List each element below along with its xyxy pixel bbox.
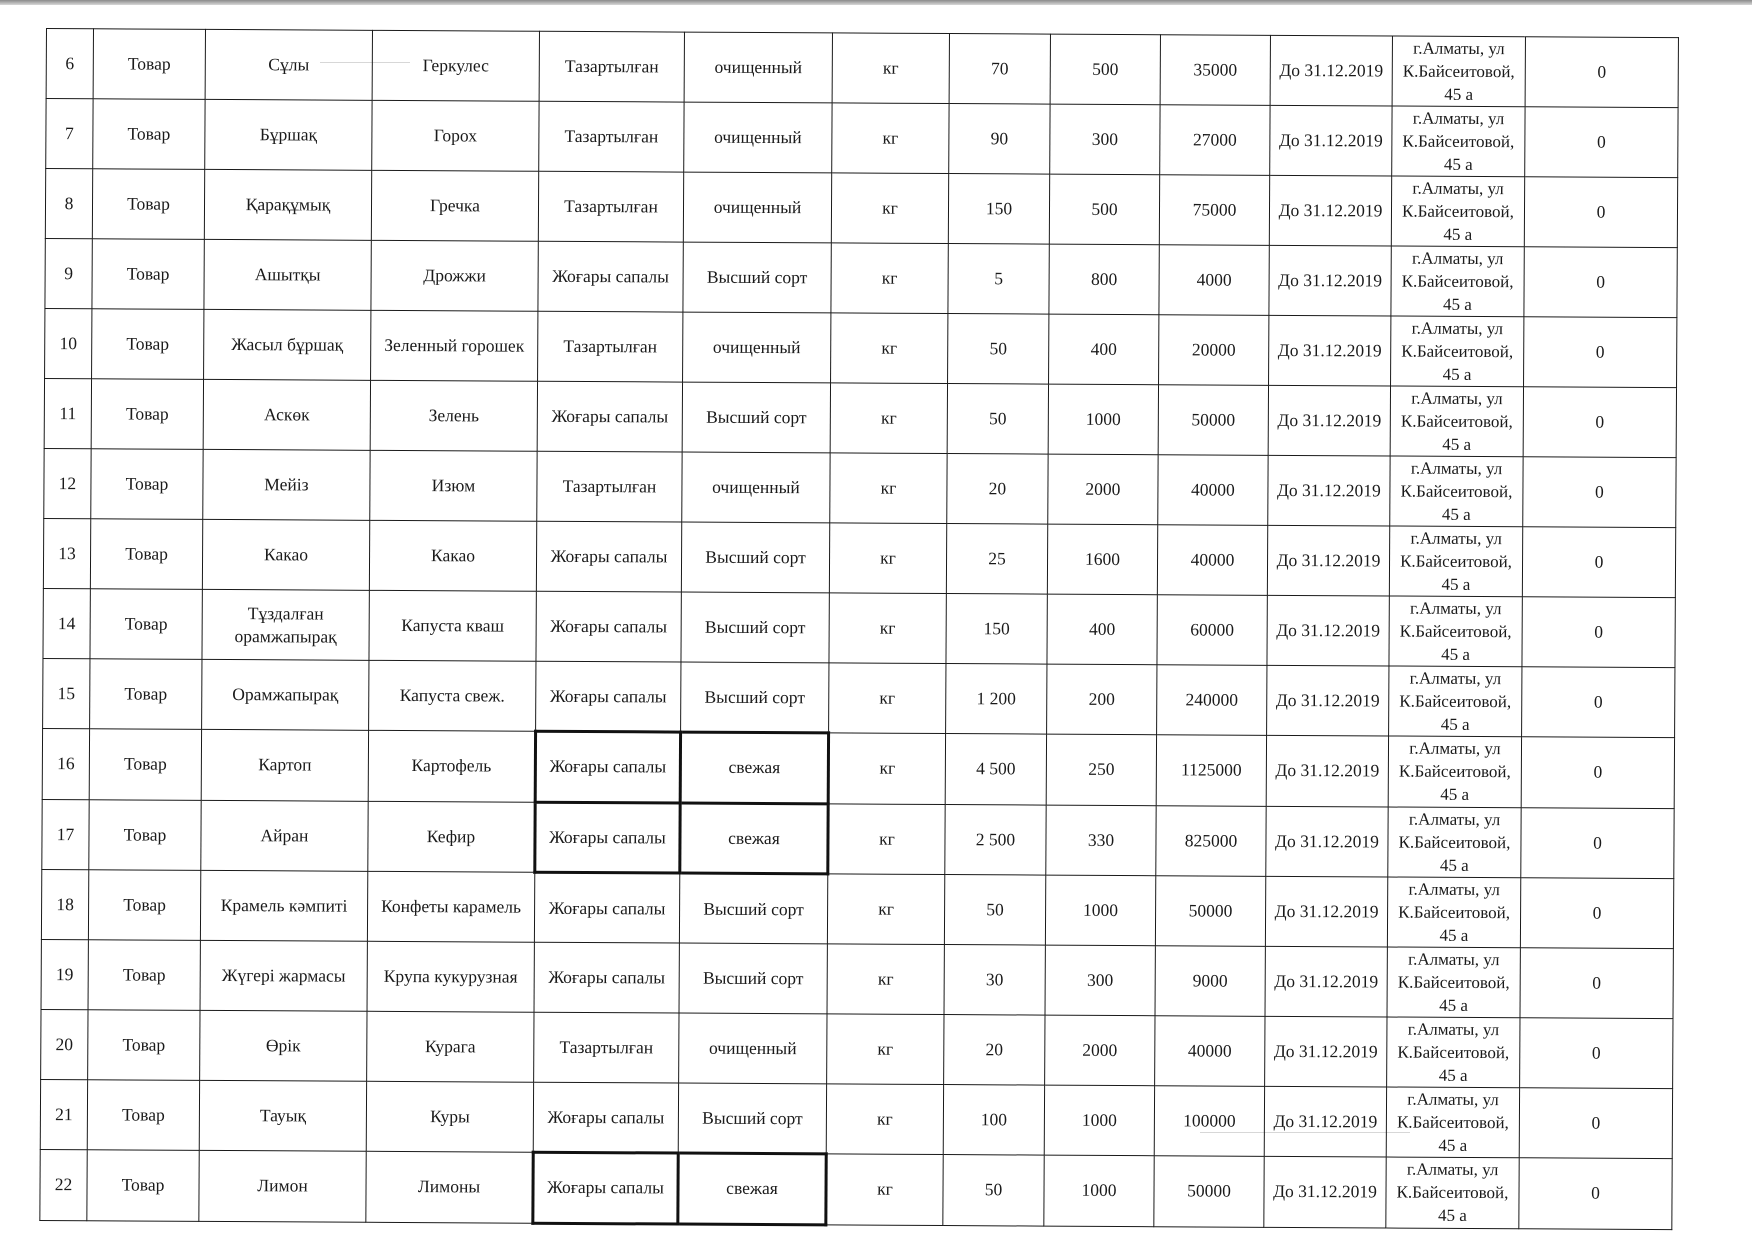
cell-quantity: 5 [948,244,1049,315]
cell-price: 400 [1047,594,1157,665]
cell-number: 11 [44,378,91,448]
cell-sum: 27000 [1160,105,1270,176]
cell-sum: 20000 [1159,315,1269,386]
cell-sum: 825000 [1156,805,1266,876]
cell-type: Товар [89,729,201,800]
cell-name-kz: Қарақұмық [204,169,371,240]
cell-quantity: 90 [949,104,1050,175]
table-body [40,29,1679,1230]
cell-spec-ru: Высший сорт [681,662,829,733]
table-row [40,1079,1672,1158]
cell-advance: 0 [1524,317,1677,388]
cell-price: 1000 [1045,875,1155,946]
cell-number: 8 [45,169,92,239]
table-row [45,169,1677,248]
cell-quantity: 30 [944,945,1045,1016]
cell-spec-kz: Жоғары сапалы [536,661,681,732]
cell-spec-kz: Жоғары сапалы [534,942,679,1013]
cell-spec-ru: свежая [680,803,828,874]
cell-sum: 60000 [1157,595,1267,666]
cell-delivery-term: До 31.12.2019 [1264,1086,1386,1157]
cell-unit: кг [826,1154,943,1225]
cell-price: 500 [1050,34,1160,105]
cell-sum: 50000 [1154,1156,1264,1227]
cell-delivery-term: До 31.12.2019 [1268,455,1390,526]
cell-name-kz: Айран [201,800,368,871]
cell-sum: 9000 [1155,946,1265,1017]
cell-type: Товар [91,379,203,450]
cell-name-ru: Дрожжи [371,240,538,311]
cell-delivery-term: До 31.12.2019 [1265,1016,1387,1087]
cell-price: 300 [1045,945,1155,1016]
cell-name-kz: Бұршақ [205,99,372,170]
table-row [41,1009,1673,1088]
cell-unit: кг [829,663,946,734]
procurement-table-sheet [39,28,1678,1231]
cell-spec-ru: очищенный [683,312,831,383]
cell-number: 22 [40,1149,87,1220]
cell-name-kz: Сұлы [205,29,372,100]
cell-number: 18 [41,869,88,939]
cell-advance: 0 [1524,247,1677,318]
cell-delivery-place: г.Алматы, ул К.Байсеитовой, 45 а [1391,246,1524,317]
cell-name-ru: Лимоны [366,1151,533,1222]
cell-delivery-term: До 31.12.2019 [1267,595,1389,666]
cell-type: Товар [93,99,205,170]
table-row [44,378,1676,457]
cell-spec-ru: Высший сорт [679,873,827,944]
cell-number: 20 [41,1009,88,1079]
table-row [45,308,1677,387]
cell-spec-kz: Жоғары сапалы [535,802,680,873]
cell-name-kz: Ашытқы [204,239,371,310]
cell-spec-ru: очищенный [683,172,831,243]
table-row [46,99,1678,178]
procurement-table [39,28,1679,1231]
cell-unit: кг [827,1014,944,1085]
cell-price: 330 [1046,805,1156,876]
cell-unit: кг [832,103,949,174]
cell-sum: 40000 [1158,455,1268,526]
cell-delivery-place: г.Алматы, ул К.Байсеитовой, 45 а [1389,666,1522,737]
cell-quantity: 150 [946,594,1047,665]
cell-delivery-term: До 31.12.2019 [1266,806,1388,877]
cell-number: 21 [40,1079,87,1149]
scan-top-edge [0,0,1752,5]
cell-sum: 75000 [1159,175,1269,246]
cell-name-kz: Тауық [199,1080,366,1151]
table-row [44,448,1676,527]
cell-spec-kz: Жоғары сапалы [533,1082,678,1153]
cell-spec-kz: Жоғары сапалы [533,1152,678,1223]
cell-name-kz: Өрік [200,1010,367,1081]
cell-name-kz: Какао [202,519,369,590]
cell-spec-kz: Жоғары сапалы [536,591,681,662]
cell-advance: 0 [1524,177,1677,248]
cell-spec-ru: очищенный [684,32,832,103]
cell-price: 300 [1050,104,1160,175]
cell-unit: кг [831,243,948,314]
cell-spec-kz: Тазартылған [539,101,684,172]
cell-unit: кг [829,523,946,594]
cell-spec-kz: Жоғары сапалы [536,521,681,592]
cell-price: 1000 [1048,384,1158,455]
cell-unit: кг [832,33,949,104]
cell-spec-ru: Высший сорт [679,943,827,1014]
cell-number: 9 [45,238,92,308]
cell-spec-ru: Высший сорт [678,1083,826,1154]
cell-delivery-place: г.Алматы, ул К.Байсеитовой, 45 а [1387,1017,1520,1088]
cell-spec-ru: Высший сорт [681,522,829,593]
cell-name-kz: Мейіз [203,449,370,520]
cell-number: 16 [42,728,89,799]
cell-quantity: 20 [947,454,1048,525]
cell-name-kz: Жүгері жармасы [200,940,367,1011]
cell-type: Товар [90,659,202,730]
cell-quantity: 1 200 [946,664,1047,735]
cell-spec-ru: очищенный [679,1013,827,1084]
cell-number: 12 [44,448,91,518]
cell-delivery-place: г.Алматы, ул К.Байсеитовой, 45 а [1392,106,1525,177]
cell-type: Товар [90,589,202,660]
cell-number: 13 [43,518,90,588]
cell-advance: 0 [1520,1018,1673,1089]
cell-spec-kz: Жоғары сапалы [537,381,682,452]
cell-delivery-term: До 31.12.2019 [1264,1156,1386,1227]
cell-quantity: 70 [949,34,1050,105]
table-row [43,658,1675,737]
cell-delivery-term: До 31.12.2019 [1266,735,1388,806]
cell-spec-ru: свежая [678,1153,826,1224]
cell-name-ru: Кефир [368,801,535,872]
cell-quantity: 20 [944,1015,1045,1086]
cell-delivery-place: г.Алматы, ул К.Байсеитовой, 45 а [1387,877,1520,948]
cell-name-kz: Тұздалған орамжапырақ [202,589,369,660]
cell-quantity: 50 [944,875,1045,946]
cell-spec-kz: Жоғары сапалы [534,872,679,943]
cell-advance: 0 [1523,387,1676,458]
table-row [41,869,1673,948]
cell-type: Товар [92,169,204,240]
cell-number: 7 [46,99,93,169]
cell-name-ru: Картофель [368,730,535,801]
cell-number: 17 [42,799,89,870]
table-row [46,29,1678,108]
cell-name-ru: Конфеты карамель [367,871,534,942]
cell-delivery-place: г.Алматы, ул К.Байсеитовой, 45 а [1389,596,1522,667]
cell-type: Товар [93,29,205,100]
cell-delivery-place: г.Алматы, ул К.Байсеитовой, 45 а [1392,36,1525,107]
cell-number: 6 [46,29,93,99]
cell-spec-ru: Высший сорт [683,242,831,313]
cell-type: Товар [89,799,201,870]
cell-sum: 1125000 [1156,735,1266,806]
cell-delivery-term: До 31.12.2019 [1270,105,1392,176]
cell-price: 200 [1047,664,1157,735]
cell-delivery-place: г.Алматы, ул К.Байсеитовой, 45 а [1386,1087,1519,1158]
cell-type: Товар [91,449,203,520]
cell-price: 400 [1049,314,1159,385]
cell-spec-ru: очищенный [684,102,832,173]
cell-delivery-place: г.Алматы, ул К.Байсеитовой, 45 а [1391,316,1524,387]
cell-unit: кг [830,383,947,454]
cell-delivery-term: До 31.12.2019 [1269,175,1391,246]
cell-spec-ru: очищенный [682,452,830,523]
cell-delivery-term: До 31.12.2019 [1267,665,1389,736]
cell-type: Товар [87,1150,199,1221]
cell-sum: 50000 [1158,385,1268,456]
cell-advance: 0 [1523,457,1676,528]
cell-sum: 4000 [1159,245,1269,316]
cell-name-kz: Картоп [201,729,368,800]
cell-delivery-term: До 31.12.2019 [1265,876,1387,947]
cell-sum: 40000 [1157,525,1267,596]
cell-name-kz: Орамжапырақ [202,659,369,730]
cell-type: Товар [88,870,200,941]
cell-number: 15 [43,658,90,728]
cell-spec-ru: Высший сорт [681,592,829,663]
cell-unit: кг [830,453,947,524]
cell-name-ru: Гречка [371,170,538,241]
cell-price: 2000 [1045,1015,1155,1086]
cell-spec-kz: Тазартылған [539,31,684,102]
cell-advance: 0 [1522,667,1675,738]
cell-name-ru: Горох [372,100,539,171]
cell-unit: кг [828,733,945,804]
cell-name-kz: Жасыл бұршақ [204,309,371,380]
cell-quantity: 50 [947,384,1048,455]
cell-spec-ru: Высший сорт [682,382,830,453]
cell-delivery-place: г.Алматы, ул К.Байсеитовой, 45 а [1388,736,1521,807]
table-row [42,799,1674,879]
cell-name-ru: Курага [367,1011,534,1082]
cell-name-ru: Изюм [370,450,537,521]
cell-delivery-term: До 31.12.2019 [1269,315,1391,386]
cell-advance: 0 [1525,107,1678,178]
cell-advance: 0 [1522,597,1675,668]
cell-name-kz: Лимон [199,1150,366,1221]
cell-sum: 240000 [1157,665,1267,736]
cell-delivery-term: До 31.12.2019 [1267,525,1389,596]
cell-type: Товар [88,940,200,1011]
cell-spec-kz: Жоғары сапалы [538,241,683,312]
cell-number: 14 [43,588,90,658]
cell-price: 800 [1049,244,1159,315]
cell-quantity: 100 [943,1085,1044,1156]
cell-spec-ru: свежая [680,732,828,803]
cell-advance: 0 [1525,37,1678,108]
cell-unit: кг [827,874,944,945]
cell-type: Товар [92,309,204,380]
table-row [40,1149,1672,1229]
table-row [43,518,1675,597]
cell-price: 1000 [1044,1155,1154,1226]
cell-spec-kz: Тазартылған [538,171,683,242]
cell-quantity: 25 [946,524,1047,595]
cell-spec-kz: Тазартылған [534,1012,679,1083]
cell-name-ru: Какао [369,520,536,591]
cell-delivery-place: г.Алматы, ул К.Байсеитовой, 45 а [1389,526,1522,597]
cell-advance: 0 [1520,948,1673,1019]
cell-name-kz: Аскөк [203,379,370,450]
cell-quantity: 150 [948,174,1049,245]
cell-name-ru: Зелень [370,380,537,451]
table-row [42,728,1674,808]
cell-price: 2000 [1048,454,1158,525]
cell-unit: кг [831,173,948,244]
cell-name-ru: Капуста кваш [369,590,536,661]
cell-advance: 0 [1521,737,1674,808]
cell-type: Товар [88,1010,200,1081]
cell-name-ru: Капуста свеж. [369,660,536,731]
cell-quantity: 4 500 [945,734,1046,805]
cell-unit: кг [827,944,944,1015]
cell-sum: 100000 [1154,1086,1264,1157]
cell-price: 1600 [1047,524,1157,595]
cell-delivery-place: г.Алматы, ул К.Байсеитовой, 45 а [1386,1157,1519,1228]
cell-name-ru: Куры [366,1081,533,1152]
cell-price: 1000 [1044,1085,1154,1156]
cell-advance: 0 [1520,878,1673,949]
cell-price: 500 [1049,174,1159,245]
cell-delivery-term: До 31.12.2019 [1265,946,1387,1017]
cell-type: Товар [92,239,204,310]
cell-name-ru: Зеленный горошек [371,310,538,381]
cell-advance: 0 [1519,1158,1672,1229]
cell-price: 250 [1046,734,1156,805]
cell-number: 10 [45,308,92,378]
cell-delivery-term: До 31.12.2019 [1269,245,1391,316]
cell-sum: 35000 [1160,35,1270,106]
cell-quantity: 2 500 [945,804,1046,875]
table-row [41,939,1673,1018]
cell-delivery-term: До 31.12.2019 [1268,385,1390,456]
cell-sum: 40000 [1155,1016,1265,1087]
cell-advance: 0 [1519,1088,1672,1159]
cell-quantity: 50 [943,1155,1044,1226]
cell-spec-kz: Тазартылған [537,451,682,522]
cell-delivery-place: г.Алматы, ул К.Байсеитовой, 45 а [1390,386,1523,457]
cell-name-ru: Крупа кукурузная [367,941,534,1012]
cell-type: Товар [90,519,202,590]
cell-delivery-term: До 31.12.2019 [1270,35,1392,106]
table-row [45,238,1677,317]
cell-spec-kz: Жоғары сапалы [535,731,680,802]
cell-delivery-place: г.Алматы, ул К.Байсеитовой, 45 а [1388,807,1521,878]
cell-quantity: 50 [948,314,1049,385]
cell-delivery-place: г.Алматы, ул К.Байсеитовой, 45 а [1391,176,1524,247]
cell-sum: 50000 [1155,876,1265,947]
table-row [43,588,1675,667]
cell-number: 19 [41,939,88,1009]
cell-unit: кг [828,803,945,874]
cell-advance: 0 [1522,527,1675,598]
cell-name-kz: Крамель кәмпиті [200,870,367,941]
cell-spec-kz: Тазартылған [538,311,683,382]
cell-delivery-place: г.Алматы, ул К.Байсеитовой, 45 а [1387,947,1520,1018]
cell-type: Товар [87,1080,199,1151]
cell-delivery-place: г.Алматы, ул К.Байсеитовой, 45 а [1390,456,1523,527]
cell-advance: 0 [1521,807,1674,878]
cell-unit: кг [831,313,948,384]
cell-name-ru: Геркулес [372,30,539,101]
cell-unit: кг [829,593,946,664]
cell-unit: кг [826,1084,943,1155]
